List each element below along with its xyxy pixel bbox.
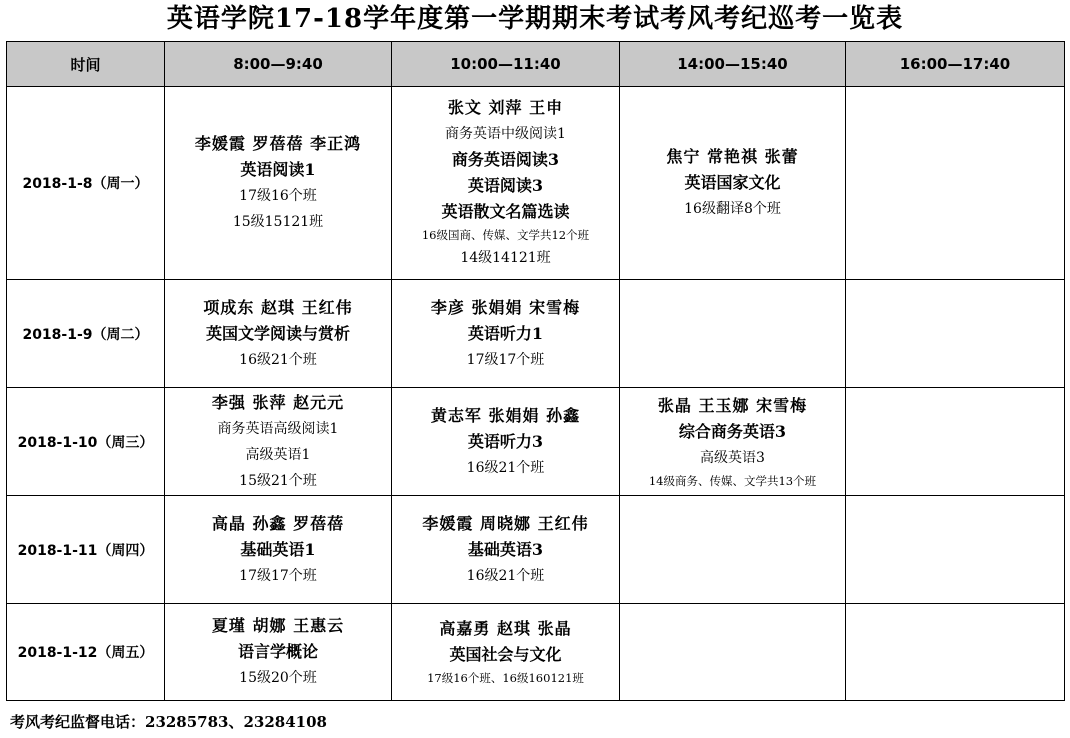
exam-cell xyxy=(392,87,620,280)
class-info: 15级21个班 xyxy=(239,472,317,489)
course-name: 综合商务英语3 xyxy=(678,421,787,441)
class-info: 高级英语3 xyxy=(700,449,765,466)
header-slot: 16:00—17:40 xyxy=(846,42,1065,87)
class-info: 14级商务、传媒、文学共13个班 xyxy=(648,473,817,488)
exam-cell xyxy=(165,280,392,388)
invigilators: 李媛霞 罗蓓蓓 李正鸿 xyxy=(194,134,362,153)
table-row xyxy=(7,604,1065,701)
date-cell: 2018-1-11（周四） xyxy=(7,496,165,604)
course-name: 英语阅读3 xyxy=(467,176,544,195)
invigilators: 夏瑾 胡娜 王惠云 xyxy=(211,616,345,635)
exam-cell xyxy=(165,388,392,496)
table-row xyxy=(7,388,1065,496)
class-info: 16级国商、传媒、文学共12个班 xyxy=(421,228,590,242)
invigilators: 张文 刘萍 王申 xyxy=(447,98,564,117)
schedule-table xyxy=(6,41,1065,701)
class-info: 17级16个班 xyxy=(239,188,317,204)
exam-cell xyxy=(165,87,392,280)
course-name: 基础英语3 xyxy=(467,539,544,559)
class-info: 17级17个班 xyxy=(466,351,545,368)
exam-cell xyxy=(165,496,392,604)
class-info: 16级21个班 xyxy=(239,351,317,368)
course-name: 英语散文名篇选读 xyxy=(441,202,570,221)
table-row xyxy=(7,87,1065,280)
exam-cell xyxy=(620,604,846,701)
exam-cell xyxy=(846,388,1065,496)
course-name: 语言学概论 xyxy=(237,642,318,661)
class-info: 17级16个班、16级160121班 xyxy=(427,671,584,685)
header-time: 时间 xyxy=(7,42,165,87)
exam-cell xyxy=(620,87,846,280)
date-cell: 2018-1-12（周五） xyxy=(7,604,165,701)
class-info: 15级20个班 xyxy=(239,670,317,686)
invigilators: 李彦 张娟娟 宋雪梅 xyxy=(430,297,581,317)
course-name: 英语国家文化 xyxy=(684,173,781,192)
header-slot: 14:00—15:40 xyxy=(620,42,846,87)
exam-cell xyxy=(392,388,620,496)
exam-cell xyxy=(620,280,846,388)
supervision-phone: 考风考纪监督电话：23285783、23284108 xyxy=(10,713,327,731)
exam-cell xyxy=(392,604,620,701)
header-row xyxy=(7,42,1065,87)
class-info: 14级14121班 xyxy=(460,250,551,266)
invigilators: 李强 张萍 赵元元 xyxy=(211,392,345,412)
course-name: 商务英语阅读3 xyxy=(451,150,560,169)
course-name: 英语阅读1 xyxy=(240,160,316,179)
exam-cell xyxy=(620,388,846,496)
course-name: 英语听力1 xyxy=(467,323,544,343)
invigilators: 焦宁 常艳祺 张蕾 xyxy=(666,147,799,166)
class-info: 17级17个班 xyxy=(239,567,317,584)
class-info: 15级15121班 xyxy=(232,214,324,230)
invigilators: 张晶 王玉娜 宋雪梅 xyxy=(657,395,808,415)
date-cell: 2018-1-10（周三） xyxy=(7,388,165,496)
exam-cell xyxy=(392,280,620,388)
invigilators: 李媛霞 周晓娜 王红伟 xyxy=(422,513,589,533)
exam-cell xyxy=(846,496,1065,604)
exam-cell xyxy=(846,87,1065,280)
course-name: 英国文学阅读与赏析 xyxy=(205,323,350,343)
invigilators: 黄志军 张娟娟 孙鑫 xyxy=(430,405,581,425)
class-info: 高级英语1 xyxy=(245,446,311,463)
class-info: 16级翻译8个班 xyxy=(684,201,781,217)
table-row xyxy=(7,280,1065,388)
course-name: 英语听力3 xyxy=(467,431,544,451)
invigilators: 高嘉勇 赵琪 张晶 xyxy=(439,619,572,638)
class-info: 商务英语中级阅读1 xyxy=(445,126,566,142)
invigilators: 项成东 赵琪 王红伟 xyxy=(203,297,353,317)
date-cell: 2018-1-9（周二） xyxy=(7,280,165,388)
class-info: 商务英语高级阅读1 xyxy=(217,420,339,437)
exam-cell xyxy=(165,604,392,701)
exam-cell xyxy=(846,604,1065,701)
invigilators: 高晶 孙鑫 罗蓓蓓 xyxy=(211,513,345,533)
date-cell: 2018-1-8（周一） xyxy=(7,87,165,280)
class-info: 16级21个班 xyxy=(466,567,545,584)
class-info: 16级21个班 xyxy=(466,459,545,476)
exam-cell xyxy=(392,496,620,604)
header-slot: 8:00—9:40 xyxy=(165,42,392,87)
header-slot: 10:00—11:40 xyxy=(392,42,620,87)
exam-cell xyxy=(846,280,1065,388)
page-title: 英语学院17-18学年度第一学期期末考试考风考纪巡考一览表 xyxy=(166,4,904,34)
course-name: 英国社会与文化 xyxy=(449,645,562,664)
table-row xyxy=(7,496,1065,604)
exam-cell xyxy=(620,496,846,604)
course-name: 基础英语1 xyxy=(240,539,316,559)
